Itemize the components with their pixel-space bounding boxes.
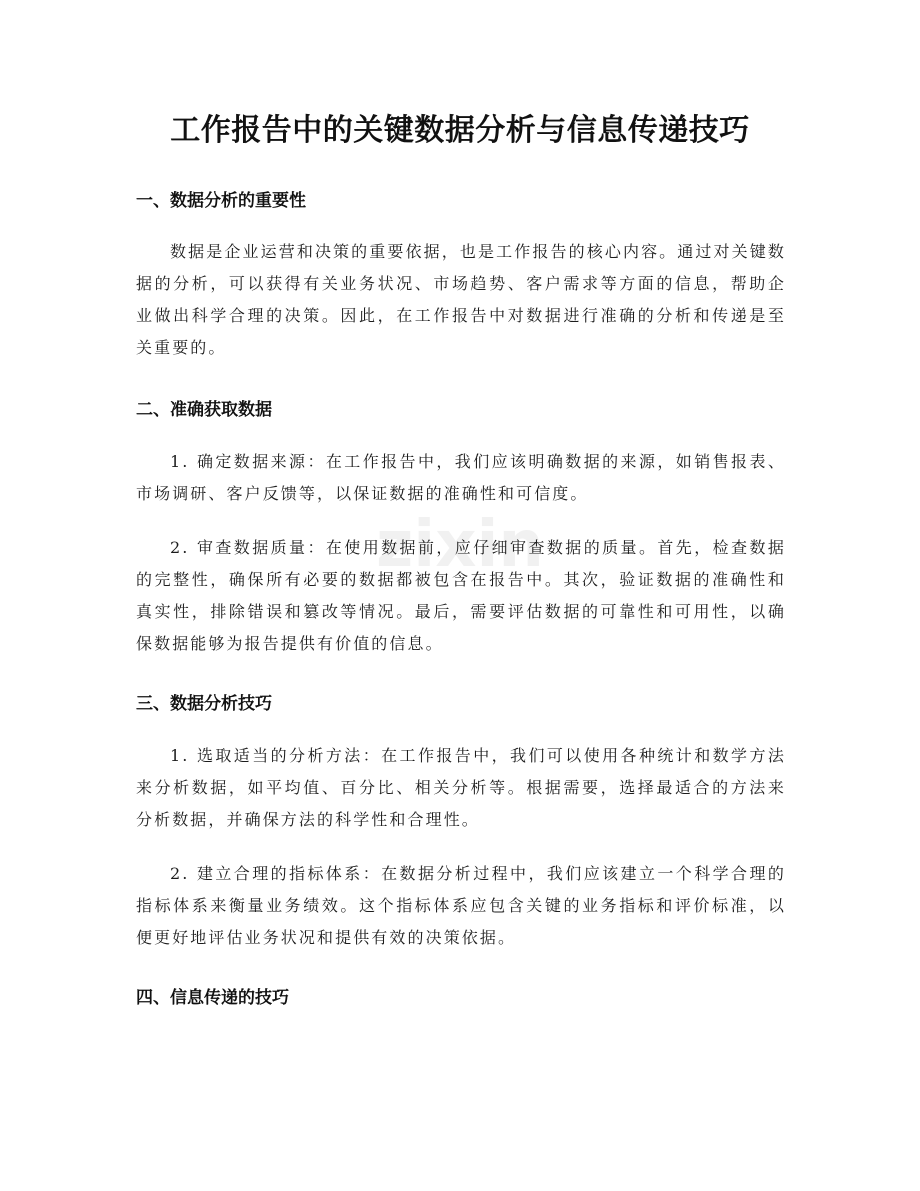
document-title: 工作报告中的关键数据分析与信息传递技巧 — [170, 113, 750, 148]
section-heading-4: 四、信息传递的技巧 — [136, 988, 289, 1008]
section-heading-2: 二、准确获取数据 — [136, 400, 272, 420]
section-1-paragraph-1: 数据是企业运营和决策的重要依据，也是工作报告的核心内容。通过对关键数据的分析，可以获得有关业务状况、市场趋势、客户需求等方面的信息，帮助企业做出科学合理的决策。因此，在工作报告中对数据进行准确的分析和传递是至关重要的。 — [136, 242, 786, 357]
section-3-paragraph-2: 2. 建立合理的指标体系：在数据分析过程中，我们应该建立一个科学合理的指标体系来衡量业务绩效。这个指标体系应包含关键的业务指标和评价标准，以便更好地评估业务状况和提供有效的决策依据。 — [136, 864, 786, 947]
section-3-paragraph-1: 1. 选取适当的分析方法：在工作报告中，我们可以使用各种统计和数学方法来分析数据，如平均值、百分比、相关分析等。根据需要，选择最适合的方法来分析数据，并确保方法的科学性和合理性。 — [136, 746, 786, 829]
section-heading-3: 三、数据分析技巧 — [136, 694, 272, 714]
section-2-paragraph-2: 2. 审查数据质量：在使用数据前，应仔细审查数据的质量。首先，检查数据的完整性，确保所有必要的数据都被包含在报告中。其次，验证数据的准确性和真实性，排除错误和篡改等情况。最后，需要评估数据的可靠性和可用性，以确保数据能够为报告提供有价值的信息。 — [136, 538, 786, 653]
section-2-paragraph-1: 1. 确定数据来源：在工作报告中，我们应该明确数据的来源，如销售报表、市场调研、客户反馈等，以保证数据的准确性和可信度。 — [136, 452, 786, 503]
section-heading-1: 一、数据分析的重要性 — [136, 191, 306, 211]
watermark: zixin — [376, 508, 544, 582]
